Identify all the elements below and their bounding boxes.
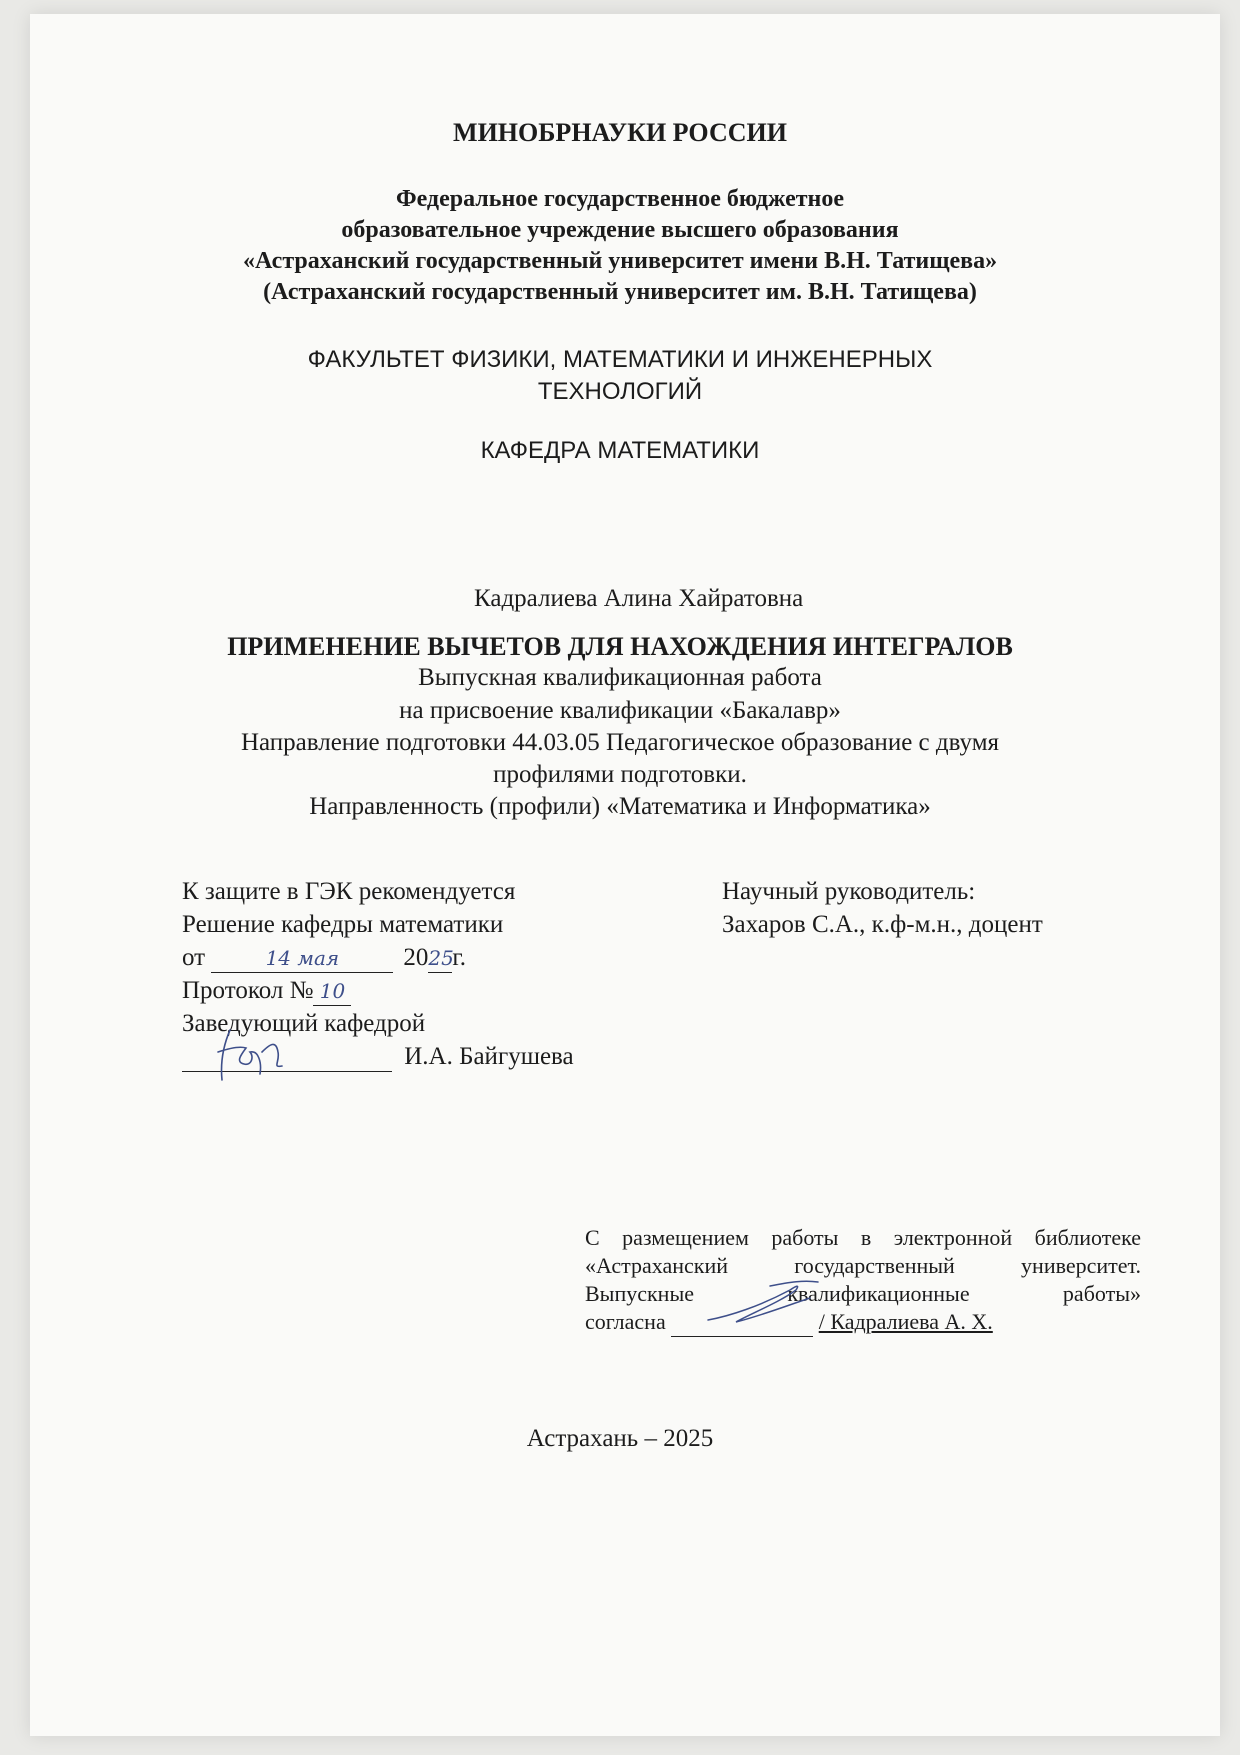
consent-line: «Астраханский государственный университет. (585, 1253, 1141, 1278)
handwritten-year: 25 (428, 946, 454, 970)
supervisor-label: Научный руководитель: (722, 878, 976, 905)
head-signature-line (182, 1043, 574, 1072)
consent-name: / Кадралиева А. Х. (818, 1309, 993, 1334)
protocol-field (313, 977, 351, 1006)
consent-signature-field (671, 1308, 813, 1337)
city-year: Астрахань – 2025 (526, 1425, 714, 1452)
protocol-label: Протокол № (182, 977, 314, 1004)
organization-line: образовательное учреждение высшего образования (341, 217, 899, 243)
organization-line: «Астраханский государственный университет имени В.Н. Татищева» (242, 248, 998, 274)
library-consent (585, 1224, 1141, 1336)
direction-line: Направление подготовки 44.03.05 Педагогическое образование с двумя (240, 729, 1000, 756)
year-prefix: 20 (403, 944, 429, 971)
year-field (428, 944, 452, 973)
profile-line: Направленность (профили) «Математика и Информатика» (309, 793, 931, 820)
qualification-line: на присвоение квалификации «Бакалавр» (399, 697, 841, 724)
work-type: Выпускная квалификационная работа (418, 664, 822, 691)
date-prefix: от (182, 944, 206, 971)
direction-line: профилями подготовки. (493, 761, 747, 788)
handwritten-date: 14 мая (265, 946, 340, 970)
year-suffix: г. (452, 944, 467, 971)
department-line: КАФЕДРА МАТЕМАТИКИ (480, 437, 760, 464)
ministry-heading: МИНОБРНАУКИ РОССИИ (453, 118, 787, 147)
work-title: ПРИМЕНЕНИЕ ВЫЧЕТОВ ДЛЯ НАХОЖДЕНИЯ ИНТЕГРАЛОВ (227, 632, 1013, 661)
consent-line: Выпускные квалификационные работы» (585, 1281, 1141, 1306)
faculty-line: ТЕХНОЛОГИЙ (537, 378, 703, 405)
protocol-line (182, 977, 351, 1006)
organization-line: Федеральное государственное бюджетное (395, 186, 845, 212)
recommend-line: К защите в ГЭК рекомендуется (182, 878, 516, 905)
organization-line: (Астраханский государственный университет им. В.Н. Татищева) (263, 279, 977, 305)
head-name: И.А. Байгушева (404, 1043, 574, 1070)
author-name: Кадралиева Алина Хайратовна (474, 585, 804, 612)
faculty-line: ФАКУЛЬТЕТ ФИЗИКИ, МАТЕМАТИКИ И ИНЖЕНЕРНЫХ (307, 346, 933, 373)
date-field (211, 944, 393, 973)
head-label: Заведующий кафедрой (182, 1010, 426, 1037)
supervisor-name: Захаров С.А., к.ф-м.н., доцент (722, 911, 1043, 938)
consent-signature-line (585, 1308, 1141, 1336)
consent-line: С размещением работы в электронной библиотеке (585, 1225, 1141, 1250)
signature-field (182, 1043, 392, 1072)
consent-prefix: согласна (585, 1309, 666, 1334)
handwritten-protocol-number: 10 (319, 979, 346, 1003)
decision-line: Решение кафедры математики (182, 911, 504, 938)
decision-date-line (182, 944, 466, 973)
